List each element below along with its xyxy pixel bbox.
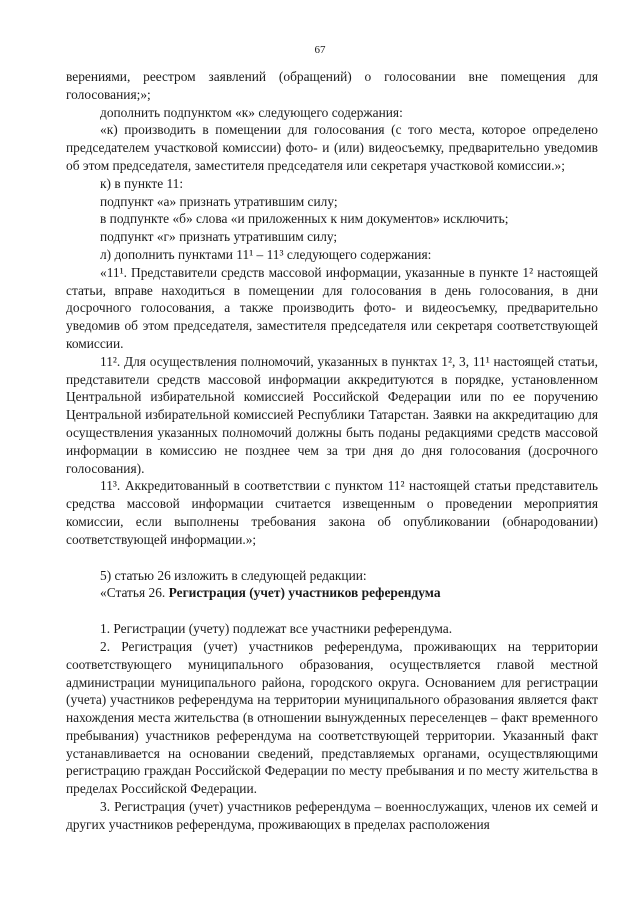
paragraph: 11². Для осуществления полномочий, указанных в пунктах 1², 3, 11¹ настоящей статьи, представители средств массовой информации аккредитуются в порядке, установленном Центральной избирательной комиссией Российской Федерации или по ее поручению Центральной избирательной комиссией Республики Татарстан. Заявки на аккредитацию для осуществления указанных полномочий должны быть поданы редакциями средств массовой информации в комиссию не позднее чем за три дня до дня голосования (досрочного голосования). [66, 353, 598, 476]
document-body [66, 68, 598, 834]
paragraph: л) дополнить пунктами 11¹ – 11³ следующего содержания: [100, 246, 432, 262]
paragraph: 2. Регистрация (учет) участников референдума, проживающих на территории соответствующего муниципального образования, осуществляется главой местной администрации муниципального района, городского округа. Основанием для регистрации (учета) участников референдума на территории муниципального образования является факт нахождения места жительства (в отношении вынужденных переселенцев – факт временного пребывания) участников референдума на соответствующей территории. Указанный факт устанавливается на основании сведений, представляемых органами, осуществляющими регистрацию граждан Российской Федерации по месту пребывания и по месту жительства в пределах Российской Федерации. [66, 638, 598, 797]
article-heading [66, 584, 598, 602]
spacer [66, 602, 598, 620]
paragraph: в подпункте «б» слова «и приложенных к ним документов» исключить; [100, 211, 509, 227]
paragraph: верениями, реестром заявлений (обращений) о голосовании вне помещения для голосования;»; [66, 69, 598, 102]
paragraph: «к) производить в помещении для голосования (с того места, которое определено председателем участковой комиссии) фото- и (или) видеосъемку, предварительно уведомив об этом председателя, заместителя председателя или секретаря участковой комиссии.»; [66, 122, 598, 173]
paragraph: 11³. Аккредитованный в соответствии с пунктом 11² настоящей статьи представитель средства массовой информации считается извещенным о проведении мероприятия комиссии, если выполнены требования закона об опубликовании (обнародовании) соответствующей информации.»; [66, 478, 598, 547]
paragraph: 3. Регистрация (учет) участников референдума – военнослужащих, членов их семей и других участников референдума, проживающих в пределах расположения [66, 799, 598, 832]
article-heading-title: Регистрация (учет) участников референдума [168, 585, 441, 601]
spacer [66, 549, 598, 567]
paragraph: подпункт «а» признать утратившим силу; [100, 193, 338, 209]
article-heading-prefix: «Статья 26. [100, 585, 169, 601]
paragraph: 5) статью 26 изложить в следующей редакции: [100, 567, 367, 583]
paragraph: подпункт «г» признать утратившим силу; [100, 229, 338, 245]
paragraph: 1. Регистрации (учету) подлежат все участники референдума. [100, 621, 453, 637]
paragraph: дополнить подпунктом «к» следующего содержания: [100, 104, 403, 120]
paragraph: к) в пункте 11: [100, 175, 184, 191]
page-number: 67 [314, 44, 326, 56]
paragraph: «11¹. Представители средств массовой информации, указанные в пункте 1² настоящей статьи, вправе находиться в помещении для голосования в день голосования, в дни досрочного голосования, а также производить фото- и видеосъемку, предварительно уведомив об этом председателя, заместителя председателя или секретаря соответствующей комиссии. [66, 264, 598, 351]
